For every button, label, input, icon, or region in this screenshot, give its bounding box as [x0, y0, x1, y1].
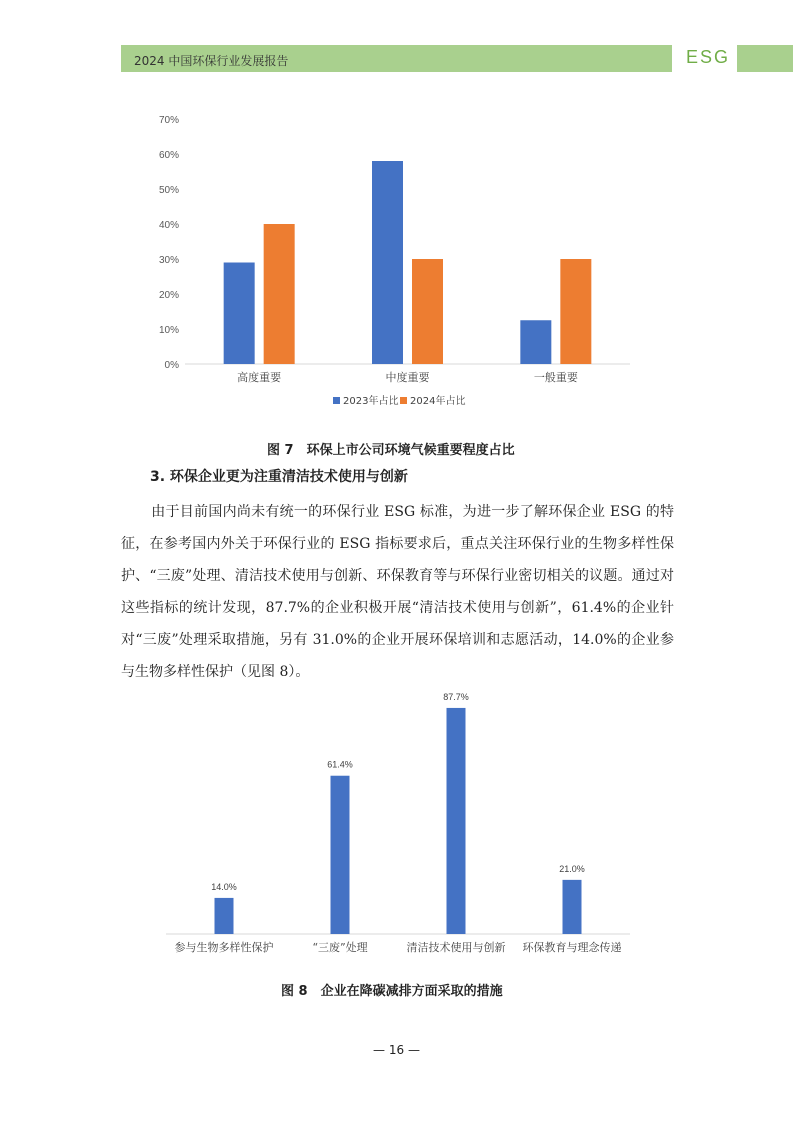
y-tick-label: 30% [158, 255, 179, 266]
figure7-caption: 图 7 环保上市公司环境气候重要程度占比 [267, 443, 515, 458]
esg-tag: ESG [686, 47, 731, 67]
y-tick-label: 60% [158, 150, 179, 161]
data-label: 61.4% [327, 759, 353, 770]
legend-label: 2024年占比 [410, 396, 466, 407]
report-title: 2024 中国环保行业发展报告 [134, 54, 289, 68]
data-label: 21.0% [559, 863, 585, 874]
x-tick-label: 参与生物多样性保护 [174, 941, 274, 954]
x-tick-label: 中度重要 [385, 371, 430, 384]
bar [331, 776, 350, 934]
y-tick-label: 70% [158, 115, 179, 126]
y-tick-label: 40% [158, 220, 179, 231]
x-tick-label: “三废”处理 [312, 941, 368, 954]
data-label: 14.0% [211, 881, 237, 892]
x-tick-label: 清洁技术使用与创新 [406, 941, 506, 954]
x-tick-label: 高度重要 [237, 371, 282, 384]
x-tick-label: 环保教育与理念传递 [522, 941, 622, 954]
y-tick-label: 10% [158, 325, 179, 336]
y-tick-label: 0% [164, 360, 179, 371]
legend-label: 2023年占比 [343, 396, 399, 407]
y-tick-label: 20% [158, 290, 179, 301]
bar [447, 708, 466, 934]
page-number: — 16 — [373, 1043, 420, 1057]
y-tick-label: 50% [158, 185, 179, 196]
section-heading: 3. 环保企业更为注重清洁技术使用与创新 [150, 469, 408, 485]
figure8-caption: 图 8 企业在降碳减排方面采取的措施 [281, 984, 503, 999]
data-label: 87.7% [443, 691, 469, 702]
bar [563, 880, 582, 934]
bar [215, 898, 234, 934]
paragraph-text: 由于目前国内尚未有统一的环保行业 ESG 标准，为进一步了解环保企业 ESG 的特征，在参考国内外关于环保行业的 ESG 指标要求后，重点关注环保行业的生物多样性保护、“三废”处理、清洁技术使用与创新、环保教育等与环保行业密切相关的议题。通过对这些指标的统计发现，87.7%的企业积极开展“清洁技术使用与创新”，61.4%的企业针对“三废”处理采取措施，另有 31.0%的企业开展环保培训和志愿活动，14.0%的企业参与生物多样性保护（见图 8）。 [121, 504, 674, 680]
x-tick-label: 一般重要 [533, 371, 578, 384]
